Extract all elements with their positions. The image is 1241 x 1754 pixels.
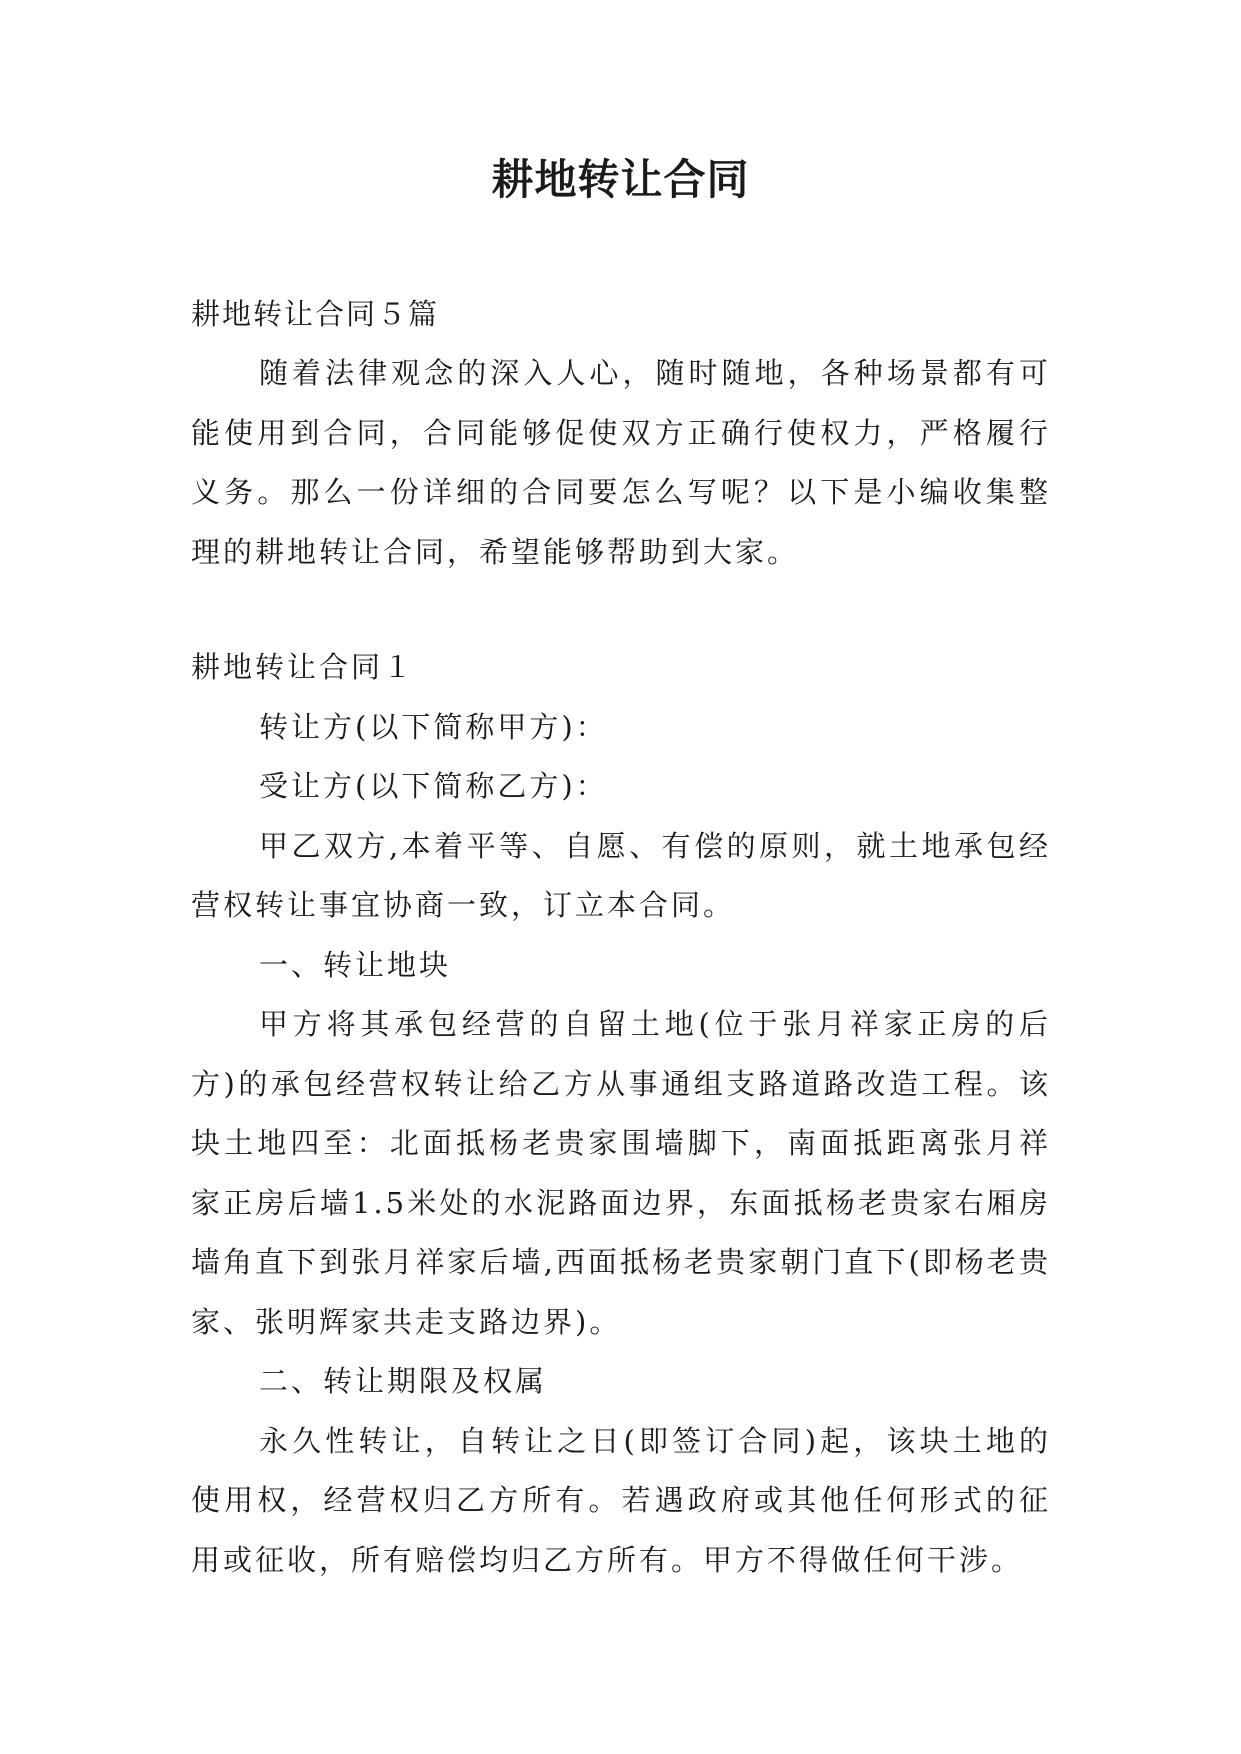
clause-2-paragraph: 永久性转让，自转让之日(即签订合同)起，该块土地的使用权，经营权归乙方所有。若遇政府或其他任何形式的征用或征收，所有赔偿均归乙方所有。甲方不得做任何干涉。 — [191, 1423, 1051, 1577]
contract-section-1 — [191, 638, 1051, 1590]
transferor-line: 转让方(以下简称甲方)： — [259, 709, 608, 744]
transferee-line: 受让方(以下简称乙方)： — [259, 769, 608, 803]
clause-1-paragraph: 甲方将其承包经营的自留土地(位于张月祥家正房的后方)的承包经营权转让给乙方从事通组支路道路改造工程。该块土地四至：北面抵杨老贵家围墙脚下，南面抵距离张月祥家正房后墙1.5米处的水泥路面边界，东面抵杨老贵家右厢房墙角直下到张月祥家后墙,西面抵杨老贵家朝门直下(即杨老贵家、张明辉家共走支路边界)。 — [191, 1007, 1051, 1339]
clause-1-title: 一、转让地块 — [259, 947, 452, 982]
document-title: 耕地转让合同 — [491, 155, 750, 204]
intro-paragraph: 随着法律观念的深入人心，随时随地，各种场景都有可能使用到合同，合同能够促使双方正确行使权力，严格履行义务。那么一份详细的合同要怎么写呢？以下是小编收集整理的耕地转让合同，希望能够帮助到大家。 — [191, 356, 1051, 569]
preamble-paragraph: 甲乙双方,本着平等、自愿、有偿的原则，就土地承包经营权转让事宜协商一致，订立本合同。 — [191, 828, 1051, 922]
clause-2-title: 二、转让期限及权属 — [259, 1364, 548, 1398]
document-subtitle: 耕地转让合同５篇 — [191, 297, 440, 331]
intro-block — [191, 344, 1051, 582]
section-heading: 耕地转让合同１ — [191, 650, 416, 684]
